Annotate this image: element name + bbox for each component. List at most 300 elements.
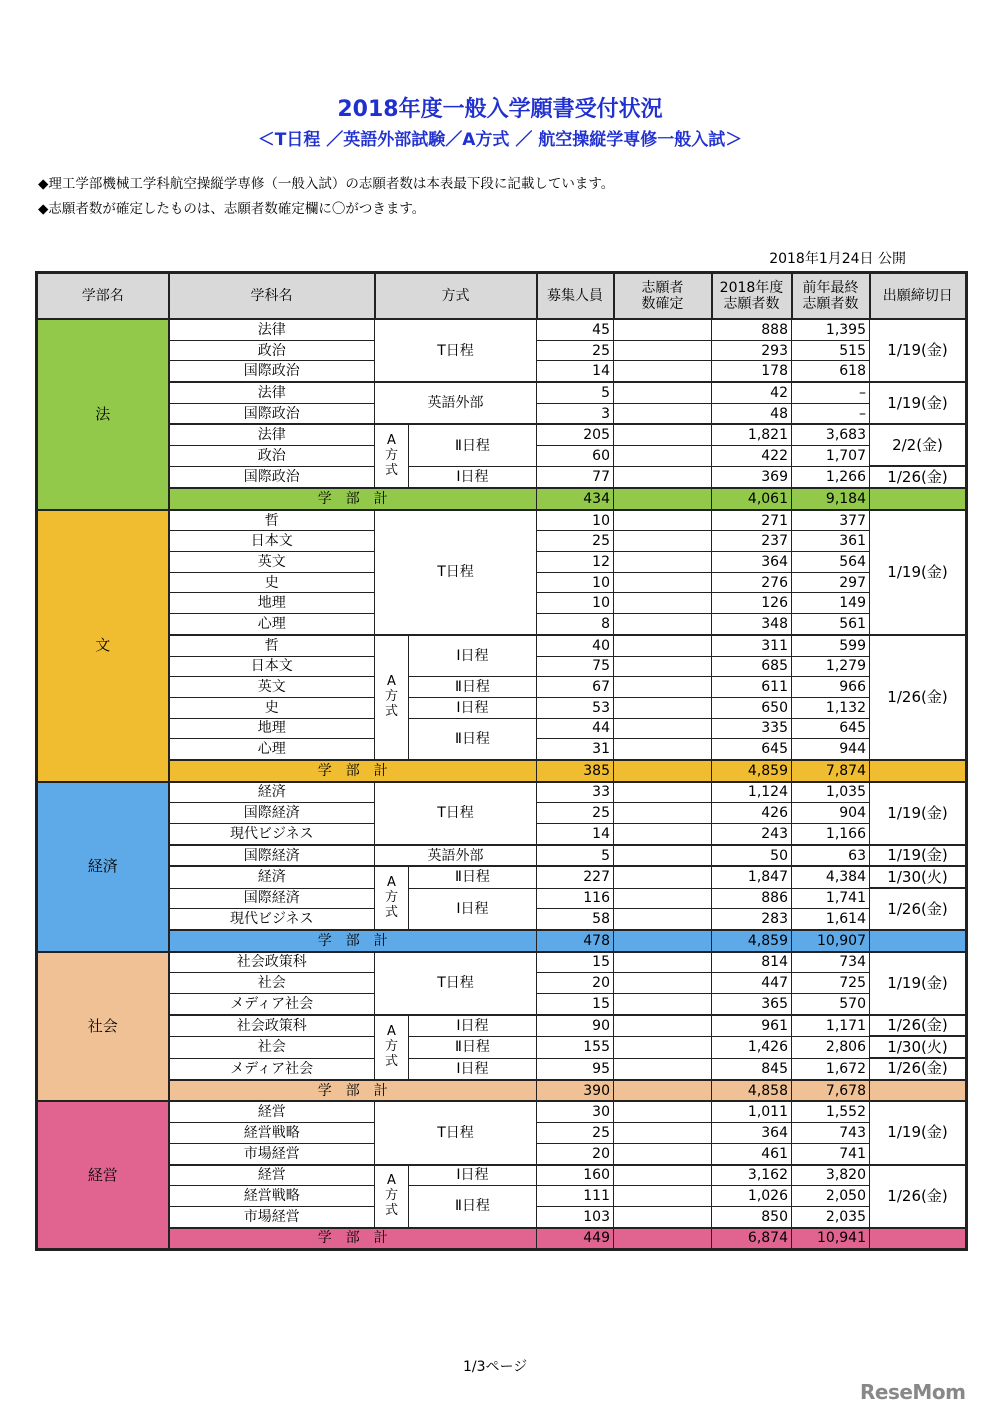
confirmed-mark [614, 382, 712, 403]
faculty-total-row [37, 488, 967, 510]
confirmed-mark [614, 319, 712, 340]
total-prev-applicants: 10,941 [792, 1228, 870, 1250]
total-prev-applicants: 7,678 [792, 1080, 870, 1102]
schedule-name: Ⅱ日程 [409, 1036, 537, 1058]
confirmed-mark [614, 952, 712, 973]
department-name: 哲 [169, 635, 375, 656]
confirmed-mark [614, 340, 712, 361]
applicants-value: 178 [712, 361, 792, 382]
department-name: 経営 [169, 1165, 375, 1186]
quota-value: 25 [537, 1123, 614, 1144]
prev-applicants-value: 599 [792, 635, 870, 656]
confirmed-mark [614, 1058, 712, 1080]
total-label: 学 部 計 [169, 930, 537, 952]
confirmed-mark [614, 614, 712, 635]
prev-applicants-value: 725 [792, 973, 870, 994]
quota-value: 205 [537, 424, 614, 445]
deadline-date: 2/2(金) [870, 424, 967, 466]
method-name: T日程 [375, 510, 537, 635]
confirmed-mark [614, 446, 712, 467]
applicants-value: 348 [712, 614, 792, 635]
quota-value: 77 [537, 466, 614, 488]
confirmed-mark [614, 635, 712, 656]
department-name: 法律 [169, 382, 375, 403]
prev-applicants-value: 1,279 [792, 656, 870, 677]
total-label: 学 部 計 [169, 1228, 537, 1250]
note-1: ◆理工学部機械工学科航空操縦学専修（一般入試）の志願者数は本表最下段に記載しています。 [38, 176, 615, 192]
header-row [37, 273, 967, 320]
department-name: 経営戦略 [169, 1186, 375, 1207]
department-name: 現代ビジネス [169, 909, 375, 930]
prev-applicants-value: 2,050 [792, 1186, 870, 1207]
quota-value: 155 [537, 1036, 614, 1058]
applicants-value: 237 [712, 531, 792, 552]
total-quota: 449 [537, 1228, 614, 1250]
prev-applicants-value: – [792, 382, 870, 403]
total-applicants: 6,874 [712, 1228, 792, 1250]
total-confirmed [614, 1228, 712, 1250]
applicants-value: 886 [712, 888, 792, 909]
deadline-date: 1/19(金) [870, 382, 967, 424]
applicants-value: 1,124 [712, 782, 792, 803]
total-deadline [870, 760, 967, 782]
page-number: 1/3ページ [463, 1359, 528, 1375]
deadline-date: 1/19(金) [870, 319, 967, 382]
applicants-value: 650 [712, 697, 792, 718]
confirmed-mark [614, 739, 712, 760]
department-name: 経済 [169, 782, 375, 803]
confirmed-mark [614, 361, 712, 382]
prev-applicants-value: 645 [792, 718, 870, 739]
prev-applicants-value: – [792, 403, 870, 424]
quota-value: 58 [537, 909, 614, 930]
quota-value: 20 [537, 973, 614, 994]
prev-applicants-value: 561 [792, 614, 870, 635]
quota-value: 53 [537, 697, 614, 718]
faculty-name: 社会 [37, 952, 169, 1102]
confirmed-mark [614, 888, 712, 909]
quota-value: 40 [537, 635, 614, 656]
confirmed-mark [614, 1036, 712, 1058]
applicants-value: 243 [712, 824, 792, 845]
applicants-value: 3,162 [712, 1165, 792, 1186]
quota-value: 15 [537, 952, 614, 973]
applicants-value: 369 [712, 466, 792, 488]
applicants-value: 311 [712, 635, 792, 656]
confirmed-mark [614, 1143, 712, 1164]
total-deadline [870, 1228, 967, 1250]
col-method: 方式 [375, 273, 537, 320]
applicants-value: 645 [712, 739, 792, 760]
department-name: 現代ビジネス [169, 824, 375, 845]
applicants-value: 42 [712, 382, 792, 403]
faculty-name: 法 [37, 319, 169, 510]
table-row [37, 510, 967, 531]
prev-applicants-value: 63 [792, 845, 870, 867]
prev-applicants-value: 4,384 [792, 866, 870, 888]
quota-value: 10 [537, 572, 614, 593]
prev-applicants-value: 1,132 [792, 697, 870, 718]
confirmed-mark [614, 531, 712, 552]
confirmed-mark [614, 782, 712, 803]
confirmed-mark [614, 572, 712, 593]
quota-value: 8 [537, 614, 614, 635]
quota-value: 15 [537, 994, 614, 1015]
resemom-logo: ReseMom [860, 1380, 966, 1404]
total-label: 学 部 計 [169, 488, 537, 510]
method-name: T日程 [375, 782, 537, 845]
department-name: 英文 [169, 677, 375, 698]
applicants-value: 961 [712, 1015, 792, 1037]
applicants-value: 48 [712, 403, 792, 424]
applicants-value: 1,847 [712, 866, 792, 888]
department-name: 日本文 [169, 656, 375, 677]
confirmed-mark [614, 973, 712, 994]
table-row [37, 1015, 967, 1037]
prev-applicants-value: 1,741 [792, 888, 870, 909]
table-row [37, 845, 967, 867]
total-confirmed [614, 930, 712, 952]
confirmed-mark [614, 824, 712, 845]
confirmed-mark [614, 1123, 712, 1144]
confirmed-mark [614, 424, 712, 445]
department-name: メディア社会 [169, 994, 375, 1015]
total-deadline [870, 488, 967, 510]
department-name: 経済 [169, 866, 375, 888]
applicants-value: 685 [712, 656, 792, 677]
quota-value: 111 [537, 1186, 614, 1207]
schedule-name: Ⅰ日程 [409, 1015, 537, 1037]
faculty-name: 文 [37, 510, 169, 782]
prev-applicants-value: 1,395 [792, 319, 870, 340]
total-applicants: 4,858 [712, 1080, 792, 1102]
prev-applicants-value: 3,683 [792, 424, 870, 445]
prev-applicants-value: 361 [792, 531, 870, 552]
page-title: 2018年度一般入学願書受付状況 [337, 97, 663, 122]
prev-applicants-value: 297 [792, 572, 870, 593]
schedule-name: Ⅰ日程 [409, 697, 537, 718]
prev-applicants-value: 1,672 [792, 1058, 870, 1080]
total-applicants: 4,859 [712, 760, 792, 782]
table-row [37, 1101, 967, 1122]
col-applicants: 2018年度 志願者数 [712, 273, 792, 320]
quota-value: 45 [537, 319, 614, 340]
prev-applicants-value: 1,552 [792, 1101, 870, 1122]
deadline-date: 1/19(金) [870, 952, 967, 1015]
applicants-value: 1,426 [712, 1036, 792, 1058]
total-deadline [870, 1080, 967, 1102]
department-name: 日本文 [169, 531, 375, 552]
table-row [37, 1036, 967, 1058]
applicants-value: 447 [712, 973, 792, 994]
department-name: 国際経済 [169, 845, 375, 867]
confirmed-mark [614, 845, 712, 867]
confirmed-mark [614, 552, 712, 573]
quota-value: 14 [537, 361, 614, 382]
department-name: 政治 [169, 340, 375, 361]
applicants-value: 814 [712, 952, 792, 973]
total-prev-applicants: 7,874 [792, 760, 870, 782]
applicants-value: 276 [712, 572, 792, 593]
deadline-date: 1/19(金) [870, 782, 967, 845]
faculty-total-row [37, 760, 967, 782]
table-row [37, 1165, 967, 1186]
schedule-name: Ⅰ日程 [409, 466, 537, 488]
applicants-value: 461 [712, 1143, 792, 1164]
faculty-name: 経済 [37, 782, 169, 952]
applicants-value: 611 [712, 677, 792, 698]
deadline-date: 1/26(金) [870, 1015, 967, 1037]
department-name: 社会 [169, 973, 375, 994]
schedule-name: Ⅱ日程 [409, 424, 537, 466]
deadline-date: 1/19(金) [870, 510, 967, 635]
quota-value: 30 [537, 1101, 614, 1122]
applicants-value: 845 [712, 1058, 792, 1080]
col-confirmed: 志願者 数確定 [614, 273, 712, 320]
total-quota: 478 [537, 930, 614, 952]
deadline-date: 1/26(金) [870, 466, 967, 488]
department-name: 市場経営 [169, 1143, 375, 1164]
quota-value: 5 [537, 382, 614, 403]
confirmed-mark [614, 677, 712, 698]
schedule-name: Ⅰ日程 [409, 1165, 537, 1186]
confirmed-mark [614, 909, 712, 930]
prev-applicants-value: 3,820 [792, 1165, 870, 1186]
a-method-label: A 方 式 [375, 866, 409, 930]
table-row [37, 677, 967, 698]
department-name: 社会政策科 [169, 952, 375, 973]
table-row [37, 866, 967, 888]
method-name: 英語外部 [375, 382, 537, 424]
quota-value: 103 [537, 1206, 614, 1227]
prev-applicants-value: 904 [792, 803, 870, 824]
col-quota: 募集人員 [537, 273, 614, 320]
prev-applicants-value: 570 [792, 994, 870, 1015]
prev-applicants-value: 741 [792, 1143, 870, 1164]
total-prev-applicants: 9,184 [792, 488, 870, 510]
table-row [37, 466, 967, 488]
applicants-value: 364 [712, 552, 792, 573]
deadline-date: 1/26(金) [870, 1165, 967, 1228]
total-confirmed [614, 1080, 712, 1102]
applicants-value: 50 [712, 845, 792, 867]
applicants-value: 271 [712, 510, 792, 531]
table-row [37, 697, 967, 718]
prev-applicants-value: 377 [792, 510, 870, 531]
applicants-value: 1,011 [712, 1101, 792, 1122]
table-row [37, 888, 967, 909]
publish-date: 2018年1月24日 公開 [769, 251, 906, 267]
schedule-name: Ⅱ日程 [409, 677, 537, 698]
table-row [37, 382, 967, 403]
total-prev-applicants: 10,907 [792, 930, 870, 952]
schedule-name: Ⅰ日程 [409, 1058, 537, 1080]
prev-applicants-value: 564 [792, 552, 870, 573]
method-name: T日程 [375, 319, 537, 382]
applicants-value: 365 [712, 994, 792, 1015]
applicants-value: 1,821 [712, 424, 792, 445]
prev-applicants-value: 1,707 [792, 446, 870, 467]
quota-value: 12 [537, 552, 614, 573]
applicants-value: 364 [712, 1123, 792, 1144]
table-row [37, 1186, 967, 1207]
schedule-name: Ⅰ日程 [409, 888, 537, 930]
department-name: 国際政治 [169, 466, 375, 488]
prev-applicants-value: 1,614 [792, 909, 870, 930]
total-confirmed [614, 760, 712, 782]
deadline-date: 1/26(金) [870, 635, 967, 760]
quota-value: 44 [537, 718, 614, 739]
method-name: 英語外部 [375, 845, 537, 867]
department-name: 国際政治 [169, 361, 375, 382]
a-method-label: A 方 式 [375, 424, 409, 488]
quota-value: 10 [537, 510, 614, 531]
faculty-total-row [37, 1228, 967, 1250]
application-status-table [35, 271, 968, 1251]
confirmed-mark [614, 803, 712, 824]
quota-value: 10 [537, 593, 614, 614]
department-name: 経営戦略 [169, 1123, 375, 1144]
quota-value: 116 [537, 888, 614, 909]
table-row [37, 782, 967, 803]
confirmed-mark [614, 1206, 712, 1227]
confirmed-mark [614, 994, 712, 1015]
applicants-value: 850 [712, 1206, 792, 1227]
a-method-label: A 方 式 [375, 1165, 409, 1228]
confirmed-mark [614, 866, 712, 888]
applicants-value: 126 [712, 593, 792, 614]
quota-value: 3 [537, 403, 614, 424]
schedule-name: Ⅱ日程 [409, 718, 537, 760]
deadline-date: 1/19(金) [870, 845, 967, 867]
applicants-value: 1,026 [712, 1186, 792, 1207]
a-method-label: A 方 式 [375, 635, 409, 760]
quota-value: 60 [537, 446, 614, 467]
quota-value: 90 [537, 1015, 614, 1037]
department-name: 英文 [169, 552, 375, 573]
prev-applicants-value: 515 [792, 340, 870, 361]
department-name: 心理 [169, 614, 375, 635]
total-deadline [870, 930, 967, 952]
confirmed-mark [614, 1165, 712, 1186]
confirmed-mark [614, 1101, 712, 1122]
applicants-value: 422 [712, 446, 792, 467]
col-faculty: 学部名 [37, 273, 169, 320]
col-department: 学科名 [169, 273, 375, 320]
department-name: 国際経済 [169, 888, 375, 909]
prev-applicants-value: 2,035 [792, 1206, 870, 1227]
quota-value: 20 [537, 1143, 614, 1164]
confirmed-mark [614, 1015, 712, 1037]
total-applicants: 4,859 [712, 930, 792, 952]
faculty-name: 経営 [37, 1101, 169, 1249]
deadline-date: 1/30(火) [870, 1036, 967, 1058]
deadline-date: 1/19(金) [870, 1101, 967, 1164]
applicants-value: 283 [712, 909, 792, 930]
department-name: 地理 [169, 593, 375, 614]
quota-value: 95 [537, 1058, 614, 1080]
confirmed-mark [614, 510, 712, 531]
deadline-date: 1/30(火) [870, 866, 967, 888]
department-name: 地理 [169, 718, 375, 739]
schedule-name: Ⅱ日程 [409, 1186, 537, 1228]
prev-applicants-value: 618 [792, 361, 870, 382]
prev-applicants-value: 149 [792, 593, 870, 614]
prev-applicants-value: 2,806 [792, 1036, 870, 1058]
prev-applicants-value: 1,266 [792, 466, 870, 488]
department-name: 法律 [169, 424, 375, 445]
department-name: 国際政治 [169, 403, 375, 424]
prev-applicants-value: 743 [792, 1123, 870, 1144]
department-name: 国際経済 [169, 803, 375, 824]
prev-applicants-value: 944 [792, 739, 870, 760]
schedule-name: Ⅰ日程 [409, 635, 537, 677]
department-name: 市場経営 [169, 1206, 375, 1227]
department-name: 史 [169, 572, 375, 593]
prev-applicants-value: 966 [792, 677, 870, 698]
department-name: 心理 [169, 739, 375, 760]
faculty-total-row [37, 930, 967, 952]
table-row [37, 718, 967, 739]
quota-value: 5 [537, 845, 614, 867]
quota-value: 25 [537, 531, 614, 552]
a-method-label: A 方 式 [375, 1015, 409, 1080]
confirmed-mark [614, 1186, 712, 1207]
total-applicants: 4,061 [712, 488, 792, 510]
prev-applicants-value: 1,171 [792, 1015, 870, 1037]
quota-value: 14 [537, 824, 614, 845]
total-label: 学 部 計 [169, 760, 537, 782]
table-row [37, 424, 967, 445]
quota-value: 25 [537, 803, 614, 824]
applicants-value: 293 [712, 340, 792, 361]
method-name: T日程 [375, 952, 537, 1015]
department-name: 史 [169, 697, 375, 718]
col-deadline: 出願締切日 [870, 273, 967, 320]
total-label: 学 部 計 [169, 1080, 537, 1102]
table-row [37, 635, 967, 656]
table-row [37, 1058, 967, 1080]
page-subtitle: ＜T日程 ／英語外部試験／A方式 ／ 航空操縦学専修一般入試＞ [257, 130, 743, 150]
note-2: ◆志願者数が確定したものは、志願者数確定欄に〇がつきます。 [38, 201, 426, 217]
applicants-value: 335 [712, 718, 792, 739]
deadline-date: 1/26(金) [870, 888, 967, 930]
table-row [37, 319, 967, 340]
deadline-date: 1/26(金) [870, 1058, 967, 1080]
quota-value: 67 [537, 677, 614, 698]
table-row [37, 952, 967, 973]
applicants-value: 888 [712, 319, 792, 340]
applicants-value: 426 [712, 803, 792, 824]
quota-value: 160 [537, 1165, 614, 1186]
quota-value: 25 [537, 340, 614, 361]
department-name: 経営 [169, 1101, 375, 1122]
department-name: 社会 [169, 1036, 375, 1058]
department-name: 社会政策科 [169, 1015, 375, 1037]
prev-applicants-value: 1,166 [792, 824, 870, 845]
department-name: 法律 [169, 319, 375, 340]
quota-value: 33 [537, 782, 614, 803]
prev-applicants-value: 734 [792, 952, 870, 973]
confirmed-mark [614, 656, 712, 677]
confirmed-mark [614, 403, 712, 424]
department-name: 政治 [169, 446, 375, 467]
department-name: メディア社会 [169, 1058, 375, 1080]
confirmed-mark [614, 718, 712, 739]
department-name: 哲 [169, 510, 375, 531]
prev-applicants-value: 1,035 [792, 782, 870, 803]
quota-value: 31 [537, 739, 614, 760]
